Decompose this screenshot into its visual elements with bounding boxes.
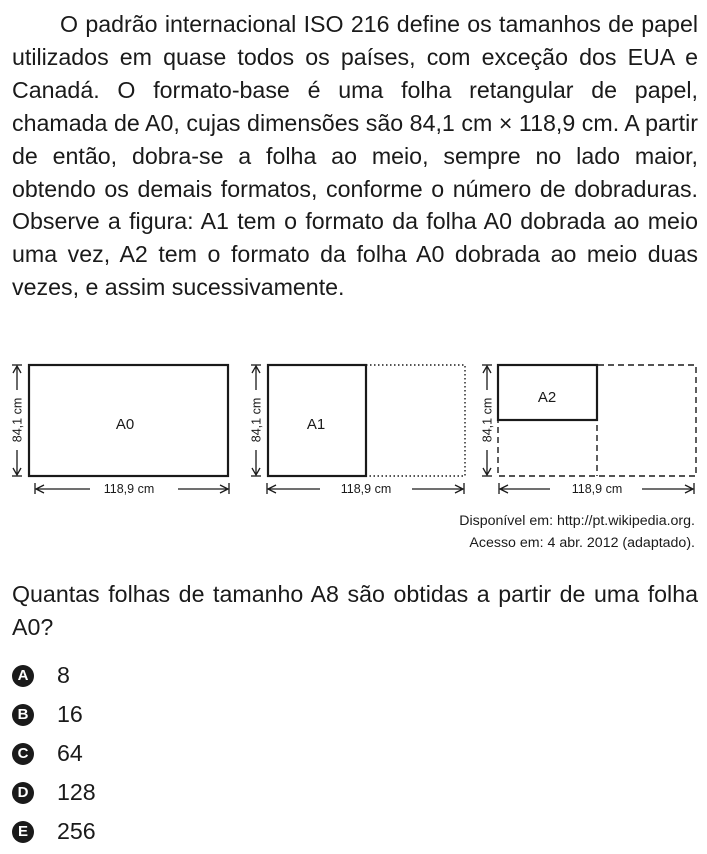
height-label: 84,1 cm (249, 397, 264, 443)
option-e[interactable] (12, 812, 96, 851)
width-label: 118,9 cm (103, 482, 155, 496)
width-label: 118,9 cm (571, 482, 623, 496)
option-d[interactable] (12, 773, 96, 812)
option-a[interactable] (12, 656, 96, 695)
sheet-a0-label: A0 (115, 416, 135, 433)
option-d-text: 128 (57, 779, 96, 805)
option-c-text: 64 (57, 740, 83, 766)
source-citation (459, 510, 695, 554)
width-label: 118,9 cm (340, 482, 392, 496)
option-b-text: 16 (57, 701, 83, 727)
option-a-text: 8 (57, 662, 70, 688)
height-label: 84,1 cm (10, 397, 25, 443)
option-e-text: 256 (57, 818, 96, 844)
figure-a0 (11, 365, 230, 496)
folded-half-dotted (366, 365, 465, 476)
option-b[interactable] (12, 695, 96, 734)
source-line-1: Disponível em: http://pt.wikipedia.org. (459, 513, 695, 529)
option-e-letter: E (12, 821, 34, 843)
intro-paragraph: O padrão internacional ISO 216 define os tamanhos de papel utilizados em quase todos os países, com exceção dos EUA e Canadá. O formato-base é uma folha retangular de papel, chamada de A0, cujas dimensões são 84,1 cm × 118,9 cm. A partir de então, dobra-se a folha ao meio, sempre no lado maior, obtendo os demais formatos, conforme o número de dobraduras. Observe a figura: A1 tem o formato da folha A0 dobrada ao meio uma vez, A2 tem o formato da folha A0 dobrada ao meio duas vezes, e assim sucessivamente. (12, 11, 698, 301)
figure-a2 (481, 365, 697, 496)
option-c[interactable] (12, 734, 96, 773)
question-text: Quantas folhas de tamanho A8 são obtidas a partir de uma folha A0? (12, 581, 698, 640)
option-b-letter: B (12, 704, 34, 726)
sheet-a2-label: A2 (537, 389, 557, 406)
source-line-2: Acesso em: 4 abr. 2012 (adaptado). (469, 535, 695, 551)
option-c-letter: C (12, 743, 34, 765)
answer-options (12, 656, 96, 851)
figure-a1 (250, 365, 466, 496)
paper-diagrams-svg (0, 352, 707, 504)
option-a-letter: A (12, 665, 34, 687)
paper-size-figure (0, 352, 707, 504)
option-d-letter: D (12, 782, 34, 804)
height-label: 84,1 cm (480, 397, 495, 443)
sheet-a1-label: A1 (306, 416, 326, 433)
